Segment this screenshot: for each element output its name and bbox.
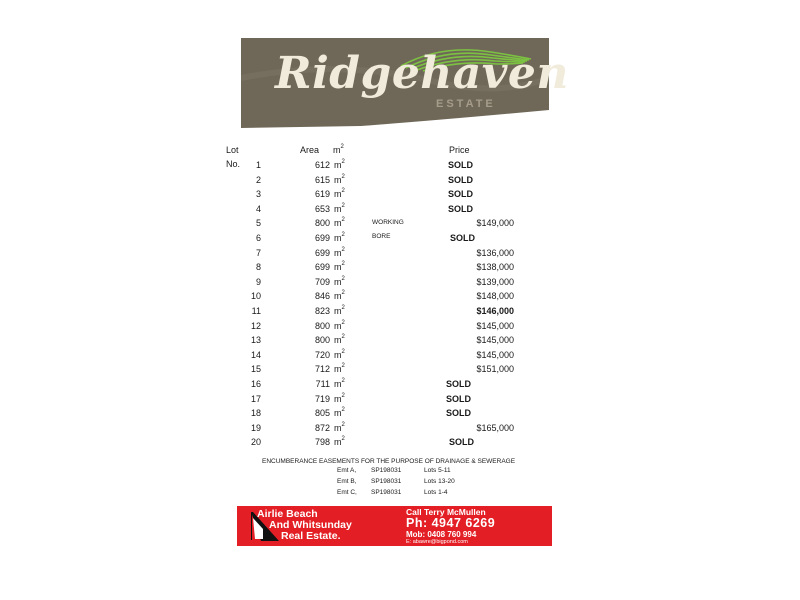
area-unit: $m^2$: [334, 378, 345, 389]
agent-contact: [406, 507, 495, 546]
lot-number: 10: [250, 291, 261, 302]
easements-title: ENCUMBERANCE EASEMENTS FOR THE PURPOSE OF DRAINAGE & SEWERAGE: [262, 458, 516, 465]
lot-number: 16: [250, 379, 261, 389]
area-unit: $m^2$: [334, 232, 345, 243]
lot-area: 800: [314, 218, 330, 229]
lot-area: 720: [314, 349, 330, 360]
agent-mobile: Mob: 0408 760 994: [406, 530, 477, 539]
lot-area: 612: [314, 160, 330, 170]
lot-area: 846: [314, 291, 330, 302]
sold-status: SOLD: [446, 408, 472, 419]
lot-number: 4: [255, 203, 261, 214]
area-unit: $m^2$: [334, 261, 345, 273]
easement-lots: Lots 1-4: [424, 489, 448, 496]
lot-area: 823: [314, 306, 330, 316]
lot-area: 800: [314, 335, 330, 346]
lot-number: 2: [255, 174, 261, 185]
agent-call-text: Call Terry McMullen: [406, 507, 486, 517]
easement-name: Emt A,: [337, 467, 357, 474]
easement-plan: SP198031: [371, 467, 402, 474]
lot-area: 653: [314, 203, 330, 214]
lot-area: 872: [314, 422, 330, 433]
lot-number: 5: [255, 218, 261, 229]
logo-title: Ridgehaven: [275, 48, 569, 99]
lot-number: 15: [250, 364, 261, 375]
logo-subtitle: ESTATE: [436, 98, 496, 110]
agency-name-line3: Real Estate.: [281, 530, 341, 542]
lot-note: WORKING BORE: [372, 219, 404, 241]
sold-status: SOLD: [446, 393, 472, 404]
lot-number: 17: [250, 393, 261, 404]
lot-price: $145,000: [476, 320, 514, 331]
lot-area: 619: [314, 189, 330, 200]
sold-status: SOLD: [448, 174, 474, 185]
lot-number: 7: [255, 247, 261, 258]
header-price: Price: [449, 145, 470, 155]
lot-area: 699: [314, 247, 330, 258]
lot-number: 14: [250, 349, 261, 360]
easement-name: Emt C,: [337, 489, 357, 496]
area-unit: $m^2$: [334, 436, 345, 448]
lot-area: 699: [314, 233, 330, 243]
area-unit: $m^2$: [334, 319, 345, 331]
lot-price: $145,000: [476, 335, 514, 346]
lot-number: 8: [255, 262, 261, 273]
area-unit: $m^2$: [334, 421, 345, 433]
sold-status: SOLD: [448, 189, 474, 200]
area-unit: $m^2$: [334, 202, 345, 214]
lot-area: 800: [314, 320, 330, 331]
lot-number: 3: [255, 189, 261, 200]
sold-status: SOLD: [448, 160, 474, 170]
lot-area: 709: [314, 276, 330, 287]
easement-plan: SP198031: [371, 489, 402, 496]
lot-number: 19: [250, 422, 261, 433]
sold-status: SOLD: [446, 379, 472, 389]
lot-number: 6: [255, 233, 261, 243]
lot-area: 711: [315, 379, 330, 389]
area-unit: $m^2$: [334, 348, 345, 360]
easement-lots: Lots 13-20: [424, 478, 455, 485]
lot-number: 1: [255, 160, 261, 170]
lot-area: 712: [314, 364, 330, 375]
header-area: Area: [300, 145, 320, 155]
area-unit: $m^2$: [334, 305, 345, 316]
lot-area: 699: [314, 262, 330, 273]
area-unit: $m^2$: [334, 363, 345, 375]
sold-status: SOLD: [449, 437, 475, 448]
agency-name-line1: Airlie Beach: [257, 508, 318, 520]
area-unit: $m^2$: [334, 159, 345, 170]
agent-banner: [237, 506, 552, 546]
agency-name-line2: And Whitsunday: [269, 519, 352, 531]
lot-number: 9: [255, 276, 261, 287]
easement-name: Emt B,: [337, 478, 357, 485]
area-unit: $m^2$: [334, 173, 345, 185]
area-unit: $m^2$: [334, 188, 345, 200]
lot-number: 12: [250, 320, 261, 331]
agent-email: E: abawre@bigpond.com: [406, 539, 468, 545]
lot-price: $151,000: [476, 364, 514, 375]
sold-status: SOLD: [448, 203, 474, 214]
area-unit: $m^2$: [334, 246, 345, 258]
lot-price: $165,000: [476, 422, 514, 433]
header-lot-no: Lot No.: [226, 145, 241, 169]
lot-area: 805: [314, 408, 330, 419]
lot-price: $139,000: [476, 276, 514, 287]
area-unit: $m^2$: [334, 392, 345, 404]
lot-price: $148,000: [476, 291, 514, 302]
lot-area: 719: [314, 393, 330, 404]
lot-price: $146,000: [476, 306, 514, 316]
lot-number: 11: [251, 306, 261, 316]
easement-lots: Lots 5-11: [424, 467, 451, 474]
lot-price: $149,000: [476, 218, 514, 229]
lot-price: $138,000: [476, 262, 514, 273]
easement-plan: SP198031: [371, 478, 402, 485]
lot-area: 615: [314, 174, 330, 185]
area-unit: $m^2$: [334, 407, 345, 419]
lot-area: 798: [314, 437, 330, 448]
lot-number: 20: [250, 437, 261, 448]
area-unit: $m^2$: [334, 275, 345, 287]
lot-number: 13: [250, 335, 261, 346]
lot-price: $145,000: [476, 349, 514, 360]
header-unit: $m^2$: [333, 144, 344, 155]
area-unit: $m^2$: [334, 334, 345, 346]
area-unit: $m^2$: [334, 217, 345, 229]
lot-price: $136,000: [476, 247, 514, 258]
agent-phone: Ph: 4947 6269: [406, 516, 496, 530]
ridgehaven-estate-logo: [241, 38, 569, 128]
sold-status: SOLD: [450, 233, 476, 243]
area-unit: $m^2$: [334, 290, 345, 302]
lot-number: 18: [250, 408, 261, 419]
